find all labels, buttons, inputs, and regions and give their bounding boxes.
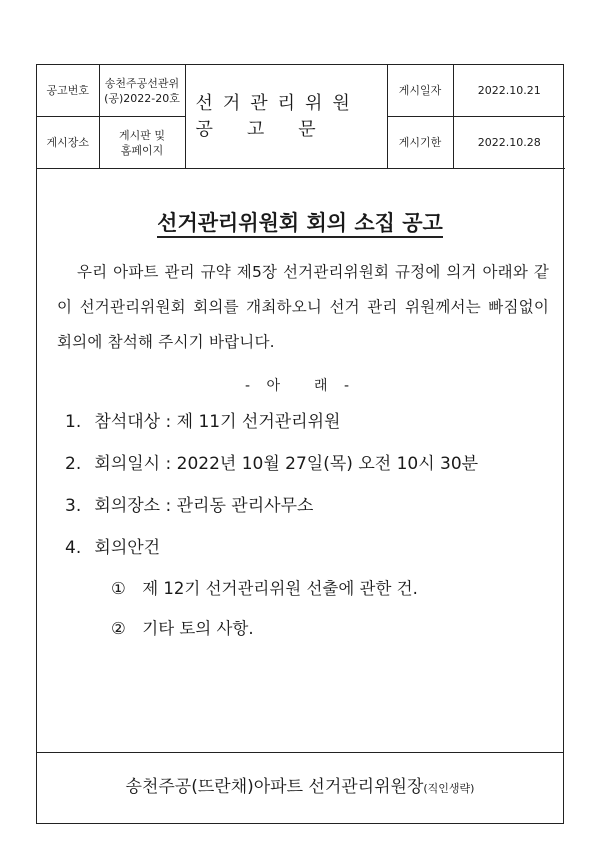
agenda-list [65,401,478,649]
notice-number-value [99,65,185,117]
post-place-label: 게시장소 [37,117,99,169]
post-place-line1: 게시판 및 [118,128,165,142]
notice-number-line2: (공)2022-20호 [104,91,180,105]
document-heading-text: 선거관리위원회 회의 소집 공고 [157,211,443,238]
post-deadline-label: 게시기한 [387,117,453,169]
list-item-text: 참석대상 : 제 11기 선거관리위원 [94,412,341,432]
list-item-number: 2. [65,454,82,474]
list-item [65,527,478,569]
list-item-number: 3. [65,496,82,516]
notice-title [185,65,387,169]
sub-list-item-text: 기타 토의 사항. [142,619,254,638]
ahrae-divider [37,375,563,395]
notice-number-line1: 송천주공선관위 [104,76,180,90]
sub-list-item-text: 제 12기 선거관리위원 선출에 관한 건. [142,579,418,598]
sub-list-item-number: ① [111,579,126,598]
notice-title-line1: 선거관리위원 [195,92,360,114]
signer-name: 송천주공(뜨란채)아파트 선거관리위원장 [125,777,424,797]
post-date-label: 게시일자 [387,65,453,117]
document-heading [37,207,563,237]
list-item-text: 회의장소 : 관리동 관리사무소 [94,496,314,516]
list-item [65,485,478,527]
intro-paragraph: 우리 아파트 관리 규약 제5장 선거관리위원회 규정에 의거 아래와 같이 선거관리위원회 회의를 개최하오니 선거 관리 위원께서는 빠짐없이 회의에 참석해 주시기 바랍니다. [57,263,549,351]
post-place-value [99,117,185,169]
ahrae-left: - 아 [244,378,286,394]
post-place-line2: 홈페이지 [120,143,164,157]
notice-frame [36,64,564,824]
list-item [65,443,478,485]
sub-list-item-number: ② [111,619,126,638]
seal-note: (직인생략) [423,782,475,795]
list-item-text: 회의일시 : 2022년 10월 27일(목) 오전 10시 30분 [94,454,479,474]
list-item [65,401,478,443]
post-deadline-value: 2022.10.28 [453,117,565,169]
list-item-number: 1. [65,412,82,432]
ahrae-right: 래 - [314,378,356,394]
sub-list-item [65,569,478,609]
list-item-text: 회의안건 [94,538,161,558]
list-item-number: 4. [65,538,82,558]
notice-number-label: 공고번호 [37,65,99,117]
notice-header-table [37,65,565,169]
post-date-value: 2022.10.21 [453,65,565,117]
signature-footer [37,752,563,823]
sub-list-item [65,609,478,649]
notice-title-line2: 공고문 [195,118,350,140]
